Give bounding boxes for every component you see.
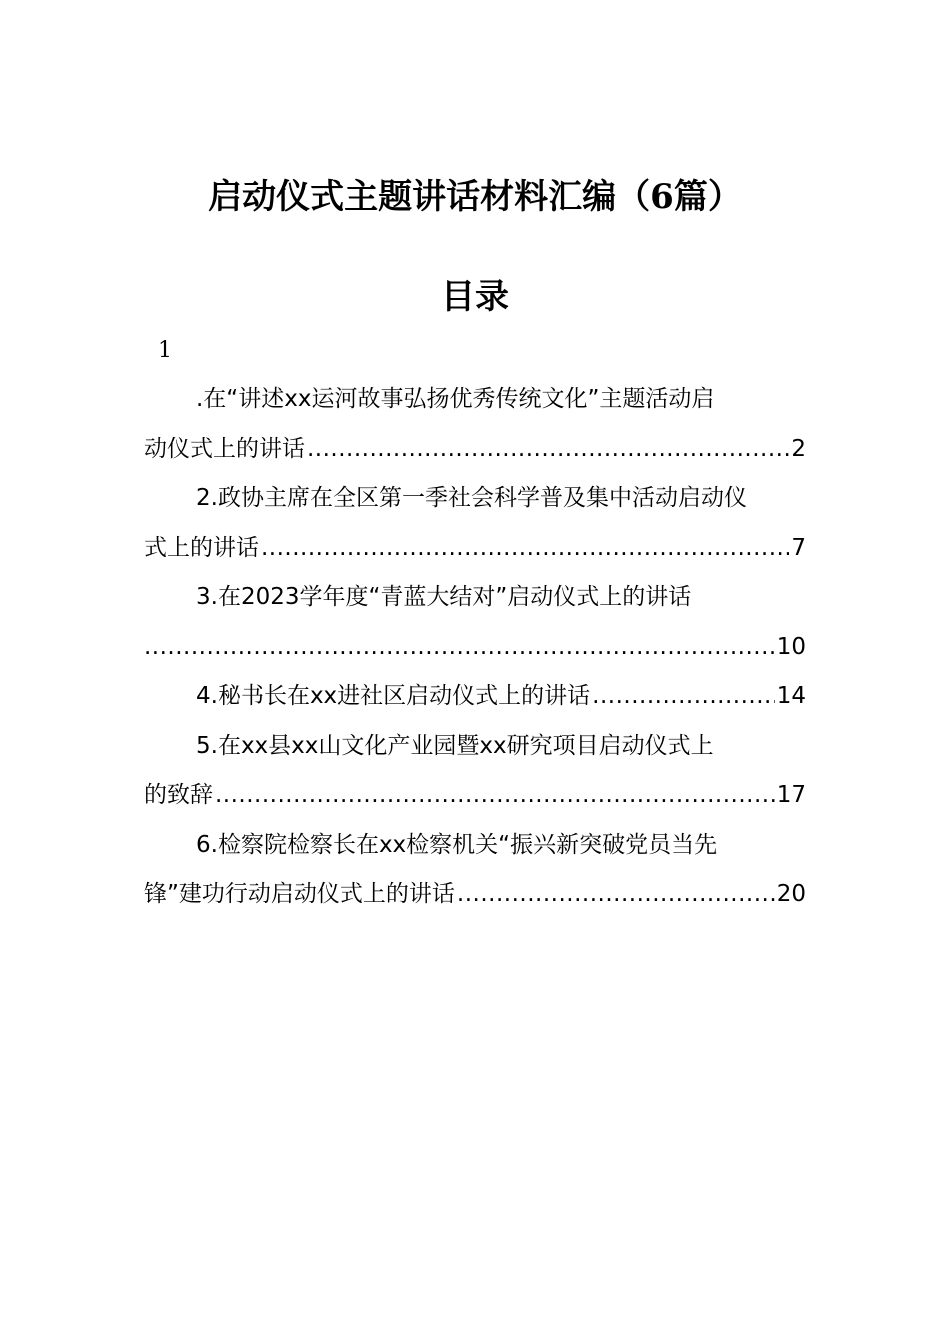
document-title: 启动仪式主题讲话材料汇编（6篇） <box>208 177 742 217</box>
toc-entry-2[interactable] <box>144 474 806 573</box>
toc-entry-3[interactable] <box>144 573 806 672</box>
toc-page-number: 10 <box>776 633 806 660</box>
stray-page-number: 1 <box>158 338 172 363</box>
toc-dot-leader <box>592 672 775 722</box>
toc-entry-leader-line <box>144 672 806 722</box>
toc-entry-text: 2.政协主席在全区第一季社会科学普及集中活动启动仪 <box>196 485 747 511</box>
toc-entry-5[interactable] <box>144 722 806 821</box>
toc-entry-1[interactable] <box>144 375 806 474</box>
toc-entry-text: 3.在2023学年度“青蓝大结对”启动仪式上的讲话 <box>196 584 692 610</box>
toc-page-number: 14 <box>776 683 806 709</box>
toc-dot-leader <box>457 870 775 920</box>
toc-entry-text: 5.在xx县xx山文化产业园暨xx研究项目启动仪式上 <box>196 732 714 759</box>
toc-entry-text: 6.检察院检察长在xx检察机关“振兴新突破党员当先 <box>196 831 718 858</box>
toc-heading: 目录 <box>441 277 509 317</box>
toc-entry-4[interactable] <box>144 672 806 722</box>
toc-page-number: 2 <box>791 435 806 462</box>
toc-entry-text: 的致辞 <box>144 782 213 808</box>
toc-dot-leader <box>215 771 775 821</box>
toc-entry-text: 4.秘书长在xx进社区启动仪式上的讲话 <box>196 683 591 709</box>
toc-dot-leader <box>144 623 775 673</box>
toc-page-number: 20 <box>776 881 806 907</box>
toc-entry-leader-line <box>144 425 806 475</box>
toc-entry-6[interactable] <box>144 821 806 920</box>
toc-entry-text: .在“讲述xx运河故事弘扬优秀传统文化”主题活动启 <box>196 386 715 412</box>
toc-page-number: 17 <box>776 782 806 808</box>
toc-entry-leader-line <box>144 524 806 574</box>
toc-entry-text: 动仪式上的讲话 <box>144 435 305 462</box>
table-of-contents <box>144 375 806 920</box>
toc-entry-leader-line <box>144 870 806 920</box>
toc-entry-leader-line <box>144 623 806 673</box>
toc-dot-leader <box>261 524 789 574</box>
toc-page-number: 7 <box>791 534 806 561</box>
toc-entry-leader-line <box>144 771 806 821</box>
toc-entry-text: 锋”建功行动启动仪式上的讲话 <box>144 881 455 907</box>
toc-dot-leader <box>307 425 789 475</box>
toc-entry-text: 式上的讲话 <box>144 534 259 561</box>
